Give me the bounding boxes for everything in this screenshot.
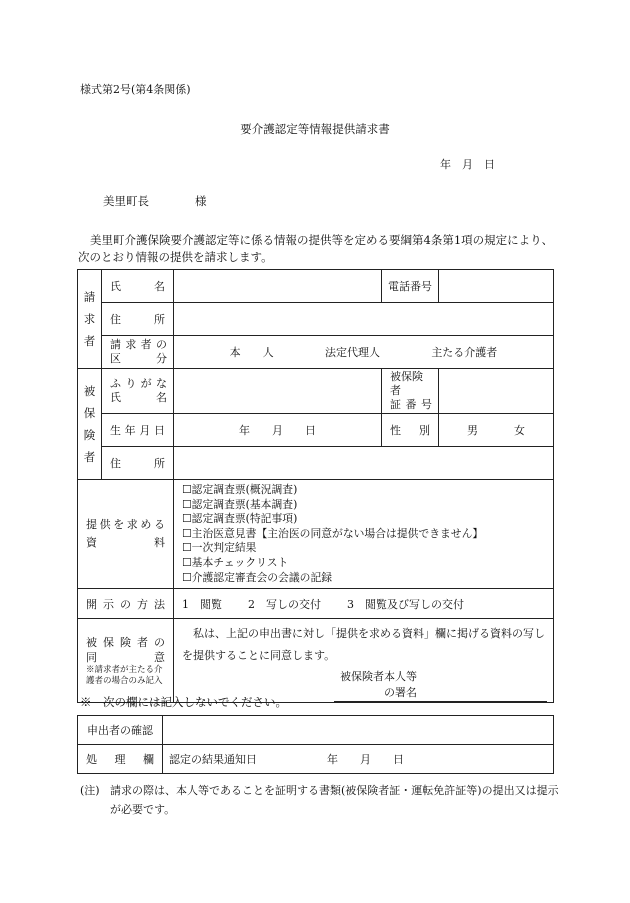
process-label: 処 理 欄: [78, 745, 163, 774]
phone-field[interactable]: [439, 270, 554, 303]
office-use-notice: ※ 次の欄には記入しないでください。: [80, 695, 287, 709]
insured-group-label: 被 保 険 者: [78, 369, 102, 480]
addressee-name: 美里町長: [103, 194, 149, 208]
category-self[interactable]: 本 人: [229, 346, 274, 359]
method-copy[interactable]: 2 写しの交付: [248, 597, 321, 611]
sex-female[interactable]: 女: [514, 424, 525, 437]
process-field: 認定の結果通知日 年 月 日: [163, 745, 554, 774]
consent-label: 被 保 険 者 の 同 意 ※請求者が主たる介護者の場合のみ記入: [78, 619, 174, 703]
insured-furigana-label: ふ り が な 氏 名: [102, 369, 174, 414]
material-item[interactable]: ☐認定調査票(概況調査): [182, 483, 298, 496]
insured-number-label: 被保険者 証 番 号: [382, 369, 439, 414]
insured-address-label: 住 所: [102, 447, 174, 480]
requester-name-label: 氏 名: [102, 270, 174, 303]
addressee: [103, 193, 207, 209]
materials-label: 提 供 を 求 め る 資 料: [78, 480, 174, 589]
request-form-table: [77, 269, 554, 703]
requester-category-options: [174, 336, 554, 369]
insured-address-field[interactable]: [174, 447, 554, 480]
consent-note: ※請求者が主たる介護者の場合のみ記入: [86, 664, 163, 686]
requester-address-field[interactable]: [174, 303, 554, 336]
confirm-label: 申出者の確認: [78, 716, 163, 745]
disclosure-method-label: 開 示 の 方 法: [78, 589, 174, 619]
category-legal-agent[interactable]: 法定代理人: [324, 346, 380, 359]
insured-name-field[interactable]: [174, 369, 382, 414]
insured-number-field[interactable]: [439, 369, 554, 414]
material-item[interactable]: ☐主治医意見書【主治医の同意がない場合は提供できません】: [182, 526, 484, 540]
material-item[interactable]: ☐介護認定審査会の会議の記録: [182, 570, 333, 584]
requester-address-label: 住 所: [102, 303, 174, 336]
sex-label: 性 別: [382, 414, 439, 447]
confirm-field: [163, 716, 554, 745]
material-item[interactable]: ☐一次判定結果: [182, 541, 257, 555]
category-caregiver[interactable]: 主たる介護者: [431, 346, 498, 359]
footnote: (注) 請求の際は、本人等であることを証明する書類(被保険者証・運転免許証等)の提出又は提示が必要です。: [80, 784, 559, 816]
date-line: 年 月 日: [440, 158, 495, 171]
signature-line[interactable]: 被保険者本人等の署名: [334, 669, 547, 702]
addressee-honorific: 様: [195, 194, 207, 208]
materials-checklist: [174, 480, 554, 589]
method-view-and-copy[interactable]: 3 閲覧及び写しの交付: [347, 597, 464, 611]
method-view[interactable]: 1 閲覧: [182, 597, 222, 611]
phone-label: 電話番号: [382, 270, 439, 303]
sex-male[interactable]: 男: [467, 424, 478, 437]
document-title: 要介護認定等情報提供請求書: [240, 122, 390, 136]
requester-category-label: 請 求 者 の 区 分: [102, 336, 174, 369]
office-use-table: [77, 715, 554, 774]
requester-name-field[interactable]: [174, 270, 382, 303]
disclosure-method-options: [174, 589, 554, 619]
material-item[interactable]: ☐認定調査票(特記事項): [182, 512, 298, 526]
form-number: 様式第2号(第4条関係): [80, 83, 191, 96]
material-item[interactable]: ☐認定調査票(基本調査): [182, 497, 298, 511]
material-item[interactable]: ☐基本チェックリスト: [182, 555, 289, 569]
consent-statement: 私は、上記の申出書に対し「提供を求める資料」欄に掲げる資料の写しを提供することに同意します。 被保険者本人等の署名: [174, 619, 554, 703]
requester-group-label: 請 求 者: [78, 270, 102, 369]
sex-options: [439, 414, 554, 447]
intro-paragraph: 美里町介護保険要介護認定等に係る情報の提供等を定める要綱第4条第1項の規定により、次のとおり情報の提供を請求します。: [78, 233, 554, 264]
birth-date-field[interactable]: 年 月 日: [174, 414, 382, 447]
birth-date-label: 生 年 月 日: [102, 414, 174, 447]
